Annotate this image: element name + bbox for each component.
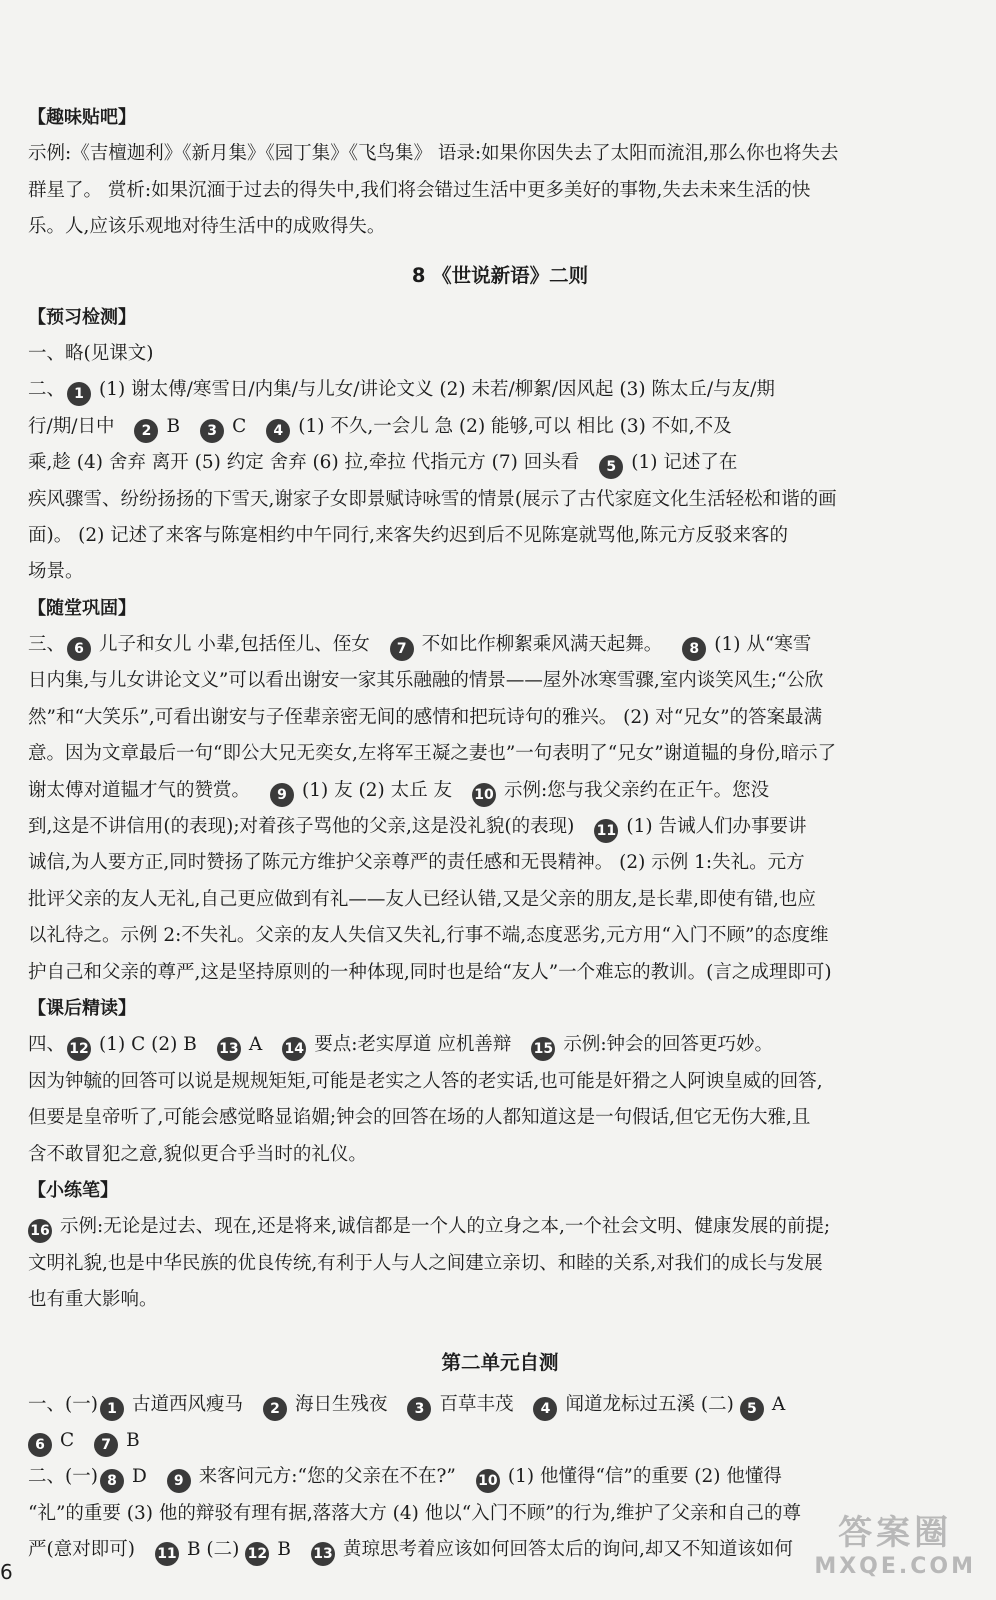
text: 闻道龙标过五溪 (二)	[565, 1393, 734, 1415]
question-number-badge: 9	[270, 783, 294, 807]
answer-page	[28, 100, 972, 1568]
text-line: 场景。	[28, 561, 84, 583]
text-line: 诚信,为人要方正,同时赞扬了陈元方维护父亲尊严的责任感和无畏精神。 (2) 示例 1:失礼。元方	[28, 852, 805, 874]
question-number-badge: 6	[28, 1433, 52, 1457]
text: 百草丰茂	[439, 1393, 514, 1415]
text: 古道西风瘦马	[131, 1393, 243, 1415]
text-line	[28, 372, 972, 408]
text: 二、	[28, 379, 66, 401]
question-number-badge: 14	[282, 1037, 306, 1061]
text-line	[28, 1027, 972, 1063]
question-number-badge: 16	[28, 1219, 52, 1243]
question-number-badge: 8	[682, 637, 706, 661]
text-line	[28, 773, 972, 809]
question-number-badge: 8	[100, 1469, 124, 1493]
question-number-badge: 1	[100, 1397, 124, 1421]
text: (1) 告诫人们办事要讲	[626, 816, 807, 838]
text: (1) 记述了在	[631, 452, 738, 474]
text: 四、	[28, 1034, 66, 1056]
text: B	[126, 1429, 140, 1451]
text: 来客问元方:“您的父亲在不在?”	[198, 1466, 456, 1488]
text: (1) 不久,一会儿 急 (2) 能够,可以 相比 (3) 不如,不及	[298, 415, 732, 437]
question-number-badge: 10	[472, 783, 496, 807]
text-line: 文明礼貌,也是中华民族的优良传统,有利于人与人之间建立亲切、和睦的关系,对我们的成长与发展	[28, 1252, 823, 1274]
text-line: 护自己和父亲的尊严,这是坚持原则的一种体现,同时也是给“友人”一个难忘的教训。(言之成理即可)	[28, 961, 832, 983]
section-heading-pen: 【小练笔】	[28, 1179, 118, 1201]
question-number-badge: 13	[311, 1542, 335, 1566]
text: A	[248, 1034, 263, 1056]
text-line: 疾风骤雪、纷纷扬扬的下雪天,谢家子女即景赋诗咏雪的情景(展示了古代家庭文化生活轻松和谐的画	[28, 488, 837, 510]
question-number-badge: 10	[476, 1469, 500, 1493]
text: (1) C (2) B	[99, 1034, 197, 1056]
section-heading-after: 【课后精读】	[28, 997, 136, 1019]
text-line: 因为钟毓的回答可以说是规规矩矩,可能是老实之人答的老实话,也可能是奸猾之人阿谀皇威的回答,	[28, 1070, 823, 1092]
question-number-badge: 3	[407, 1397, 431, 1421]
question-number-badge: 9	[167, 1469, 191, 1493]
text: A	[771, 1393, 786, 1415]
text-line: 面)。 (2) 记述了来客与陈寔相约中午同行,来客失约迟到后不见陈寔就骂他,陈元方反驳来客的	[28, 524, 788, 546]
question-number-badge: 3	[200, 419, 224, 443]
text: (1) 谢太傅/寒雪日/内集/与儿女/讲论文义 (2) 未若/柳絮/因风起 (3) 陈太丘/与友/期	[99, 379, 775, 401]
question-number-badge: 2	[134, 419, 158, 443]
watermark	[814, 1505, 976, 1579]
text: C	[60, 1429, 75, 1451]
text: 乘,趁 (4) 舍弃 离开 (5) 约定 舍弃 (6) 拉,牵拉 代指元方 (7) 回头看	[28, 452, 580, 474]
question-number-badge: 13	[217, 1037, 241, 1061]
text: 到,这是不讲信用(的表现);对着孩子骂他的父亲,这是没礼貌(的表现)	[28, 816, 575, 838]
lesson-title: 8 《世说新语》二则	[411, 263, 589, 287]
text: 三、	[28, 634, 66, 656]
text-line: 一、略(见课文)	[28, 342, 154, 364]
text-line: 也有重大影响。	[28, 1289, 158, 1311]
text-line	[28, 409, 972, 445]
text-line	[28, 1209, 972, 1245]
text-line: 日内集,与儿女讲论文义”可以看出谢安一家其乐融融的情景——屋外冰寒雪骤,室内谈笑风生;“公欣	[28, 670, 824, 692]
watermark-logo: 答案圈	[838, 1513, 953, 1553]
text: 谢太傅对道韫才气的赞赏。	[28, 779, 251, 801]
question-number-badge: 5	[740, 1397, 764, 1421]
text: B	[277, 1539, 291, 1561]
question-number-badge: 5	[599, 455, 623, 479]
text: 儿子和女儿 小辈,包括侄儿、侄女	[99, 634, 370, 656]
text: (1) 他懂得“信”的重要 (2) 他懂得	[507, 1466, 782, 1488]
text: 示例:钟会的回答更巧妙。	[563, 1034, 774, 1056]
question-number-badge: 1	[67, 382, 91, 406]
text: 行/期/日中	[28, 415, 115, 437]
text-line: 但要是皇帝听了,可能会感觉略显谄媚;钟会的回答在场的人都知道这是一句假话,但它无伤大雅,且	[28, 1107, 811, 1129]
text-line	[28, 809, 972, 845]
text-line: 批评父亲的友人无礼,自己更应做到有礼——友人已经认错,又是父亲的朋友,是长辈,即使有错,也应	[28, 888, 816, 910]
question-number-badge: 6	[67, 637, 91, 661]
text: 海日生残夜	[294, 1393, 388, 1415]
text-line	[28, 445, 972, 481]
text-line	[28, 627, 972, 663]
text-line	[28, 1387, 972, 1423]
text: 严(意对即可)	[28, 1539, 135, 1561]
section-heading-preview: 【预习检测】	[28, 306, 136, 328]
question-number-badge: 12	[67, 1037, 91, 1061]
text: B (二)	[186, 1539, 240, 1561]
question-number-badge: 7	[390, 637, 414, 661]
question-number-badge: 12	[245, 1542, 269, 1566]
text-line: 乐。人,应该乐观地对待生活中的成败得失。	[28, 216, 386, 238]
text-line: 示例:《吉檀迦利》《新月集》《园丁集》《飞鸟集》 语录:如果你因失去了太阳而流泪,那么你也将失去	[28, 143, 839, 165]
unit-test-title: 第二单元自测	[441, 1350, 559, 1374]
text-line: 含不敢冒犯之意,貌似更合乎当时的礼仪。	[28, 1143, 367, 1165]
text: 不如比作柳絮乘风满天起舞。	[421, 634, 663, 656]
question-number-badge: 15	[531, 1037, 555, 1061]
text: (1) 从“寒雪	[714, 634, 812, 656]
question-number-badge: 2	[263, 1397, 287, 1421]
text-line: 以礼待之。示例 2:不失礼。父亲的友人失信又失礼,行事不端,态度恶劣,元方用“入门不顾”的态度维	[28, 925, 829, 947]
section-heading-fun: 【趣味贴吧】	[28, 107, 136, 128]
text: D	[131, 1466, 147, 1488]
text: 二、(一)	[28, 1466, 98, 1488]
text: 示例:无论是过去、现在,还是将来,诚信都是一个人的立身之本,一个社会文明、健康发展的前提;	[60, 1216, 831, 1238]
watermark-url: MXQE.COM	[814, 1554, 976, 1579]
section-heading-class: 【随堂巩固】	[28, 597, 136, 619]
text: 一、(一)	[28, 1393, 98, 1415]
text: C	[232, 415, 247, 437]
text-line: 意。因为文章最后一句“即公大兄无奕女,左将军王凝之妻也”一句表明了“兄女”谢道韫的身份,暗示了	[28, 743, 837, 765]
text-line	[28, 1423, 972, 1459]
page-number: 6	[0, 1560, 13, 1584]
question-number-badge: 4	[266, 419, 290, 443]
text-line	[28, 1459, 972, 1495]
text: 要点:老实厚道 应机善辩	[314, 1034, 512, 1056]
text-line: “礼”的重要 (3) 他的辩驳有理有据,落落大方 (4) 他以“入门不顾”的行为,维护了父亲和自己的尊	[28, 1502, 802, 1524]
question-number-badge: 4	[533, 1397, 557, 1421]
text: (1) 友 (2) 太丘 友	[302, 779, 452, 801]
question-number-badge: 7	[94, 1433, 118, 1457]
text: B	[166, 415, 181, 437]
question-number-badge: 11	[155, 1542, 179, 1566]
text: 示例:您与我父亲约在正午。您没	[503, 779, 770, 801]
text: 黄琼思考着应该如何回答太后的询问,却又不知道该如何	[342, 1539, 793, 1561]
text-line: 群星了。 赏析:如果沉湎于过去的得失中,我们将会错过生活中更多美好的事物,失去未来生活的快	[28, 179, 811, 201]
question-number-badge: 11	[594, 819, 618, 843]
text-line: 然”和“大笑乐”,可看出谢安与子侄辈亲密无间的感情和把玩诗句的雅兴。 (2) 对“兄女”的答案最满	[28, 706, 823, 728]
